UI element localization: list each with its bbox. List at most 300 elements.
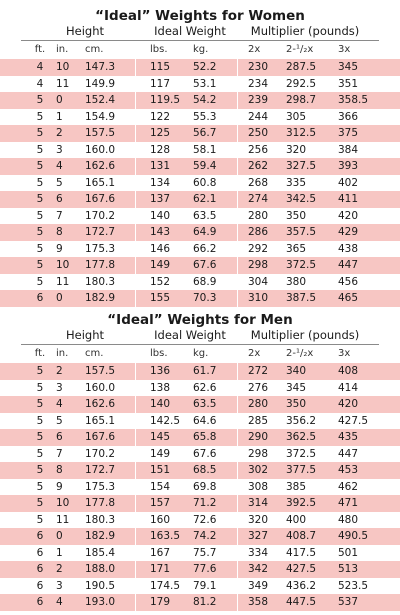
- women-cell-kilograms: 54.2: [193, 94, 217, 106]
- men-cell-feet: 5: [36, 381, 44, 394]
- men-cell-multiplier-2x: 272: [248, 365, 269, 377]
- women-cell-feet: 5: [36, 275, 44, 288]
- men-cell-pounds: 142.5: [150, 414, 181, 427]
- women-cell-multiplier-3x: 393: [338, 160, 359, 172]
- women-cell-inches: 5: [56, 176, 63, 189]
- men-header-divider: [21, 344, 379, 345]
- women-cell-multiplier-3x: 402: [338, 176, 359, 189]
- men-cell-kilograms: 67.6: [193, 447, 217, 460]
- men-cell-multiplier-3x: 447: [338, 447, 359, 460]
- women-cell-multiplier-3x: 358.5: [338, 94, 369, 106]
- women-cell-pounds: 143: [150, 226, 171, 238]
- men-table-row: [0, 380, 400, 397]
- men-table-row: [0, 561, 400, 578]
- women-cell-kilograms: 64.9: [193, 226, 217, 238]
- women-cell-multiplier-2-5x: 342.5: [286, 193, 317, 205]
- women-cell-inches: 7: [56, 209, 63, 222]
- women-cell-pounds: 125: [150, 127, 171, 139]
- women-col-3x: 3x: [338, 44, 351, 55]
- women-cell-pounds: 122: [150, 110, 171, 123]
- men-cell-multiplier-2x: 342: [248, 563, 269, 575]
- men-cell-multiplier-3x: 414: [338, 381, 359, 394]
- women-cell-centimeters: 165.1: [85, 176, 116, 189]
- men-cell-centimeters: 185.4: [85, 546, 116, 559]
- column-separator: [237, 59, 238, 76]
- men-cell-pounds: 149: [150, 447, 171, 460]
- column-separator: [135, 396, 136, 413]
- men-cell-pounds: 136: [150, 365, 171, 377]
- column-separator: [237, 528, 238, 545]
- men-cell-feet: 6: [36, 563, 44, 575]
- men-cell-inches: 6: [56, 431, 63, 443]
- men-cell-pounds: 179: [150, 596, 171, 608]
- men-cell-kilograms: 61.7: [193, 365, 217, 377]
- women-cell-centimeters: 157.5: [85, 127, 116, 139]
- women-cell-multiplier-2-5x: 372.5: [286, 259, 317, 271]
- women-cell-multiplier-2x: 274: [248, 193, 269, 205]
- column-separator: [135, 429, 136, 446]
- men-cell-multiplier-2x: 349: [248, 579, 269, 592]
- women-cell-multiplier-2x: 286: [248, 226, 269, 238]
- women-cell-centimeters: 182.9: [85, 292, 116, 304]
- women-cell-multiplier-2-5x: 287.5: [286, 61, 317, 73]
- column-separator: [237, 158, 238, 175]
- men-cell-inches: 3: [56, 381, 63, 394]
- men-cell-centimeters: 193.0: [85, 596, 116, 608]
- women-group-multiplier: Multiplier (pounds): [250, 24, 360, 38]
- men-col-cm: cm.: [85, 348, 104, 359]
- women-cell-multiplier-2-5x: 320: [286, 143, 307, 156]
- men-cell-pounds: 140: [150, 398, 171, 410]
- column-separator: [135, 528, 136, 545]
- women-cell-inches: 0: [56, 94, 63, 106]
- women-cell-multiplier-3x: 447: [338, 259, 359, 271]
- column-separator: [237, 290, 238, 307]
- men-col-3x: 3x: [338, 348, 351, 359]
- column-separator: [237, 175, 238, 192]
- women-cell-multiplier-2x: 298: [248, 259, 269, 271]
- women-col-2x: 2x: [248, 44, 261, 55]
- column-separator: [135, 446, 136, 463]
- women-cell-multiplier-2x: 244: [248, 110, 269, 123]
- men-table-row: [0, 479, 400, 496]
- women-cell-multiplier-2x: 256: [248, 143, 269, 156]
- women-cell-kilograms: 66.2: [193, 242, 217, 255]
- men-cell-feet: 5: [36, 480, 44, 493]
- men-cell-pounds: 174.5: [150, 579, 181, 592]
- column-separator: [135, 142, 136, 159]
- men-cell-multiplier-2-5x: 436.2: [286, 579, 317, 592]
- women-cell-multiplier-2-5x: 380: [286, 275, 307, 288]
- column-separator: [237, 545, 238, 562]
- men-cell-multiplier-3x: 435: [338, 431, 359, 443]
- women-table-row: [0, 175, 400, 192]
- column-separator: [135, 290, 136, 307]
- women-cell-centimeters: 170.2: [85, 209, 116, 222]
- women-cell-pounds: 149: [150, 259, 171, 271]
- men-cell-inches: 4: [56, 398, 63, 410]
- men-table-row: [0, 545, 400, 562]
- women-column-headers: [0, 43, 400, 57]
- women-cell-inches: 9: [56, 242, 63, 255]
- men-cell-multiplier-2x: 302: [248, 464, 269, 476]
- men-col-lbs: lbs.: [150, 348, 168, 359]
- women-cell-pounds: 152: [150, 275, 171, 288]
- women-col-cm: cm.: [85, 44, 104, 55]
- women-cell-centimeters: 177.8: [85, 259, 116, 271]
- women-table-row: [0, 142, 400, 159]
- women-table-row: [0, 92, 400, 109]
- men-cell-pounds: 138: [150, 381, 171, 394]
- column-separator: [135, 257, 136, 274]
- men-col-ft: ft.: [34, 348, 46, 359]
- men-cell-centimeters: 160.0: [85, 381, 116, 394]
- men-cell-inches: 7: [56, 447, 63, 460]
- women-table-row: [0, 224, 400, 241]
- women-table-row: [0, 208, 400, 225]
- column-separator: [237, 446, 238, 463]
- women-cell-inches: 10: [56, 259, 70, 271]
- men-table-row: [0, 528, 400, 545]
- column-separator: [237, 363, 238, 380]
- column-separator: [135, 59, 136, 76]
- column-separator: [237, 257, 238, 274]
- column-separator: [135, 109, 136, 126]
- men-cell-kilograms: 75.7: [193, 546, 217, 559]
- men-cell-multiplier-3x: 408: [338, 365, 359, 377]
- women-cell-feet: 4: [36, 61, 44, 73]
- men-group-ideal-weight: Ideal Weight: [154, 328, 226, 342]
- column-separator: [237, 109, 238, 126]
- men-cell-multiplier-2-5x: 350: [286, 398, 307, 410]
- women-cell-kilograms: 55.3: [193, 110, 217, 123]
- men-cell-multiplier-2x: 285: [248, 414, 269, 427]
- men-cell-multiplier-2-5x: 377.5: [286, 464, 317, 476]
- women-cell-multiplier-2-5x: 335: [286, 176, 307, 189]
- column-separator: [237, 561, 238, 578]
- men-cell-feet: 5: [36, 464, 44, 476]
- women-cell-centimeters: 175.3: [85, 242, 116, 255]
- column-separator: [135, 363, 136, 380]
- women-table-body: [0, 59, 400, 307]
- women-table-row: [0, 76, 400, 93]
- women-group-headers: [0, 24, 400, 38]
- women-cell-kilograms: 56.7: [193, 127, 217, 139]
- column-separator: [135, 578, 136, 595]
- men-cell-multiplier-2x: 276: [248, 381, 269, 394]
- women-table-title: “Ideal” Weights for Women: [95, 8, 305, 24]
- men-column-headers: [0, 347, 400, 361]
- men-cell-multiplier-3x: 523.5: [338, 579, 369, 592]
- men-cell-multiplier-3x: 490.5: [338, 530, 369, 542]
- men-cell-multiplier-2-5x: 417.5: [286, 546, 317, 559]
- women-cell-inches: 1: [56, 110, 63, 123]
- women-table-row: [0, 241, 400, 258]
- men-cell-centimeters: 162.6: [85, 398, 116, 410]
- women-cell-multiplier-3x: 375: [338, 127, 359, 139]
- men-cell-pounds: 171: [150, 563, 171, 575]
- men-cell-kilograms: 81.2: [193, 596, 217, 608]
- men-cell-multiplier-2x: 320: [248, 513, 269, 526]
- women-cell-centimeters: 180.3: [85, 275, 116, 288]
- women-col-ft: ft.: [34, 44, 46, 55]
- men-cell-kilograms: 63.5: [193, 398, 217, 410]
- men-cell-multiplier-3x: 501: [338, 546, 359, 559]
- women-cell-multiplier-2x: 310: [248, 292, 269, 304]
- women-cell-feet: 5: [36, 176, 44, 189]
- women-cell-multiplier-3x: 420: [338, 209, 359, 222]
- women-cell-multiplier-3x: 384: [338, 143, 359, 156]
- women-weights-table: [0, 8, 400, 308]
- men-cell-inches: 8: [56, 464, 63, 476]
- column-separator: [135, 413, 136, 430]
- men-cell-centimeters: 175.3: [85, 480, 116, 493]
- women-cell-inches: 0: [56, 292, 63, 304]
- men-cell-inches: 0: [56, 530, 63, 542]
- men-cell-multiplier-2-5x: 400: [286, 513, 307, 526]
- men-cell-kilograms: 71.2: [193, 497, 217, 509]
- column-separator: [237, 413, 238, 430]
- men-cell-inches: 4: [56, 596, 63, 608]
- women-table-row: [0, 59, 400, 76]
- men-cell-centimeters: 157.5: [85, 365, 116, 377]
- men-cell-multiplier-2x: 290: [248, 431, 269, 443]
- column-separator: [237, 142, 238, 159]
- women-cell-kilograms: 58.1: [193, 143, 217, 156]
- men-cell-kilograms: 64.6: [193, 414, 217, 427]
- men-cell-centimeters: 188.0: [85, 563, 116, 575]
- women-cell-multiplier-2-5x: 357.5: [286, 226, 317, 238]
- women-cell-multiplier-2x: 239: [248, 94, 269, 106]
- women-table-row: [0, 109, 400, 126]
- column-separator: [135, 158, 136, 175]
- women-cell-pounds: 146: [150, 242, 171, 255]
- men-cell-centimeters: 167.6: [85, 431, 116, 443]
- women-cell-centimeters: 149.9: [85, 77, 116, 90]
- column-separator: [237, 462, 238, 479]
- women-cell-kilograms: 62.1: [193, 193, 217, 205]
- women-cell-centimeters: 162.6: [85, 160, 116, 172]
- men-cell-kilograms: 77.6: [193, 563, 217, 575]
- column-separator: [237, 208, 238, 225]
- men-table-row: [0, 413, 400, 430]
- men-col-kg: kg.: [193, 348, 209, 359]
- column-separator: [237, 429, 238, 446]
- women-cell-kilograms: 63.5: [193, 209, 217, 222]
- men-cell-inches: 1: [56, 546, 63, 559]
- women-cell-feet: 5: [36, 226, 44, 238]
- column-separator: [237, 396, 238, 413]
- men-col-in: in.: [56, 348, 69, 359]
- women-cell-centimeters: 152.4: [85, 94, 116, 106]
- men-col-2-5x: 2-¹/₂x: [286, 348, 314, 359]
- men-cell-pounds: 157: [150, 497, 171, 509]
- men-table-row: [0, 429, 400, 446]
- men-cell-multiplier-3x: 462: [338, 480, 359, 493]
- column-separator: [135, 191, 136, 208]
- women-cell-kilograms: 60.8: [193, 176, 217, 189]
- men-cell-multiplier-3x: 513: [338, 563, 359, 575]
- women-cell-kilograms: 52.2: [193, 61, 217, 73]
- men-cell-pounds: 145: [150, 431, 171, 443]
- men-cell-multiplier-2-5x: 345: [286, 381, 307, 394]
- men-cell-multiplier-2-5x: 340: [286, 365, 307, 377]
- women-table-row: [0, 274, 400, 291]
- women-col-lbs: lbs.: [150, 44, 168, 55]
- men-cell-pounds: 154: [150, 480, 171, 493]
- men-cell-centimeters: 172.7: [85, 464, 116, 476]
- men-table-row: [0, 512, 400, 529]
- men-group-multiplier: Multiplier (pounds): [250, 328, 360, 342]
- men-cell-feet: 6: [36, 530, 44, 542]
- men-cell-multiplier-3x: 453: [338, 464, 359, 476]
- men-cell-feet: 5: [36, 431, 44, 443]
- women-table-row: [0, 191, 400, 208]
- women-cell-pounds: 117: [150, 77, 171, 90]
- column-separator: [135, 241, 136, 258]
- men-cell-multiplier-2x: 334: [248, 546, 269, 559]
- men-cell-pounds: 167: [150, 546, 171, 559]
- women-cell-feet: 5: [36, 193, 44, 205]
- men-cell-multiplier-2-5x: 427.5: [286, 563, 317, 575]
- column-separator: [135, 274, 136, 291]
- men-cell-centimeters: 180.3: [85, 513, 116, 526]
- men-cell-multiplier-2x: 358: [248, 596, 269, 608]
- men-cell-feet: 5: [36, 365, 44, 377]
- women-group-ideal-weight: Ideal Weight: [154, 24, 226, 38]
- men-cell-feet: 5: [36, 447, 44, 460]
- women-cell-centimeters: 160.0: [85, 143, 116, 156]
- women-cell-feet: 5: [36, 94, 44, 106]
- women-cell-inches: 8: [56, 226, 63, 238]
- women-cell-multiplier-3x: 465: [338, 292, 359, 304]
- men-cell-kilograms: 72.6: [193, 513, 217, 526]
- women-header-divider: [21, 40, 379, 41]
- men-table-row: [0, 495, 400, 512]
- column-separator: [135, 175, 136, 192]
- men-cell-inches: 10: [56, 497, 70, 509]
- column-separator: [135, 462, 136, 479]
- column-separator: [237, 512, 238, 529]
- men-cell-pounds: 151: [150, 464, 171, 476]
- men-cell-inches: 9: [56, 480, 63, 493]
- men-cell-multiplier-2-5x: 372.5: [286, 447, 317, 460]
- men-cell-centimeters: 177.8: [85, 497, 116, 509]
- women-cell-multiplier-2x: 234: [248, 77, 269, 90]
- column-separator: [135, 224, 136, 241]
- women-cell-multiplier-2x: 304: [248, 275, 269, 288]
- men-cell-pounds: 163.5: [150, 530, 181, 542]
- men-cell-multiplier-2-5x: 408.7: [286, 530, 317, 542]
- men-weights-table: [0, 312, 400, 612]
- men-cell-kilograms: 65.8: [193, 431, 217, 443]
- women-cell-multiplier-3x: 429: [338, 226, 359, 238]
- women-cell-multiplier-2x: 292: [248, 242, 269, 255]
- women-cell-kilograms: 68.9: [193, 275, 217, 288]
- women-cell-inches: 2: [56, 127, 63, 139]
- men-cell-multiplier-2x: 280: [248, 398, 269, 410]
- women-cell-inches: 10: [56, 61, 70, 73]
- women-cell-feet: 5: [36, 242, 44, 255]
- column-separator: [135, 92, 136, 109]
- men-cell-multiplier-3x: 471: [338, 497, 359, 509]
- column-separator: [135, 479, 136, 496]
- men-cell-multiplier-2-5x: 356.2: [286, 414, 317, 427]
- men-cell-multiplier-2-5x: 362.5: [286, 431, 317, 443]
- men-cell-feet: 5: [36, 398, 44, 410]
- women-cell-feet: 6: [36, 292, 44, 304]
- men-cell-inches: 11: [56, 513, 70, 526]
- women-cell-multiplier-2-5x: 298.7: [286, 94, 317, 106]
- men-cell-multiplier-2x: 314: [248, 497, 269, 509]
- women-cell-centimeters: 172.7: [85, 226, 116, 238]
- men-table-row: [0, 578, 400, 595]
- men-table-row: [0, 396, 400, 413]
- women-cell-multiplier-2x: 280: [248, 209, 269, 222]
- men-cell-feet: 5: [36, 414, 44, 427]
- men-table-title: “Ideal” Weights for Men: [107, 312, 293, 328]
- column-separator: [237, 92, 238, 109]
- women-cell-multiplier-2x: 230: [248, 61, 269, 73]
- women-cell-pounds: 119.5: [150, 94, 181, 106]
- men-cell-feet: 6: [36, 579, 44, 592]
- men-cell-centimeters: 170.2: [85, 447, 116, 460]
- column-separator: [237, 594, 238, 611]
- women-table-row: [0, 158, 400, 175]
- women-cell-centimeters: 167.6: [85, 193, 116, 205]
- column-separator: [135, 125, 136, 142]
- women-cell-feet: 5: [36, 160, 44, 172]
- men-group-headers: [0, 328, 400, 342]
- men-cell-kilograms: 79.1: [193, 579, 217, 592]
- column-separator: [237, 380, 238, 397]
- column-separator: [135, 495, 136, 512]
- women-table-row: [0, 257, 400, 274]
- men-cell-centimeters: 165.1: [85, 414, 116, 427]
- column-separator: [135, 380, 136, 397]
- men-cell-feet: 6: [36, 546, 44, 559]
- women-cell-feet: 5: [36, 110, 44, 123]
- women-cell-multiplier-3x: 411: [338, 193, 359, 205]
- women-cell-multiplier-2-5x: 387.5: [286, 292, 317, 304]
- men-cell-centimeters: 190.5: [85, 579, 116, 592]
- column-separator: [237, 495, 238, 512]
- column-separator: [237, 274, 238, 291]
- men-cell-kilograms: 68.5: [193, 464, 217, 476]
- women-cell-centimeters: 154.9: [85, 110, 116, 123]
- women-col-2-5x: 2-¹/₂x: [286, 44, 314, 55]
- women-table-row: [0, 125, 400, 142]
- men-table-row: [0, 462, 400, 479]
- men-cell-multiplier-3x: 537: [338, 596, 359, 608]
- column-separator: [135, 512, 136, 529]
- women-cell-multiplier-2x: 250: [248, 127, 269, 139]
- column-separator: [237, 578, 238, 595]
- women-cell-multiplier-2-5x: 312.5: [286, 127, 317, 139]
- column-separator: [237, 479, 238, 496]
- men-table-row: [0, 363, 400, 380]
- women-cell-kilograms: 59.4: [193, 160, 217, 172]
- women-cell-pounds: 155: [150, 292, 171, 304]
- women-cell-pounds: 137: [150, 193, 171, 205]
- women-col-kg: kg.: [193, 44, 209, 55]
- column-separator: [135, 76, 136, 93]
- men-cell-inches: 5: [56, 414, 63, 427]
- men-cell-inches: 2: [56, 563, 63, 575]
- women-cell-kilograms: 53.1: [193, 77, 217, 90]
- women-cell-feet: 5: [36, 143, 44, 156]
- men-cell-feet: 6: [36, 596, 44, 608]
